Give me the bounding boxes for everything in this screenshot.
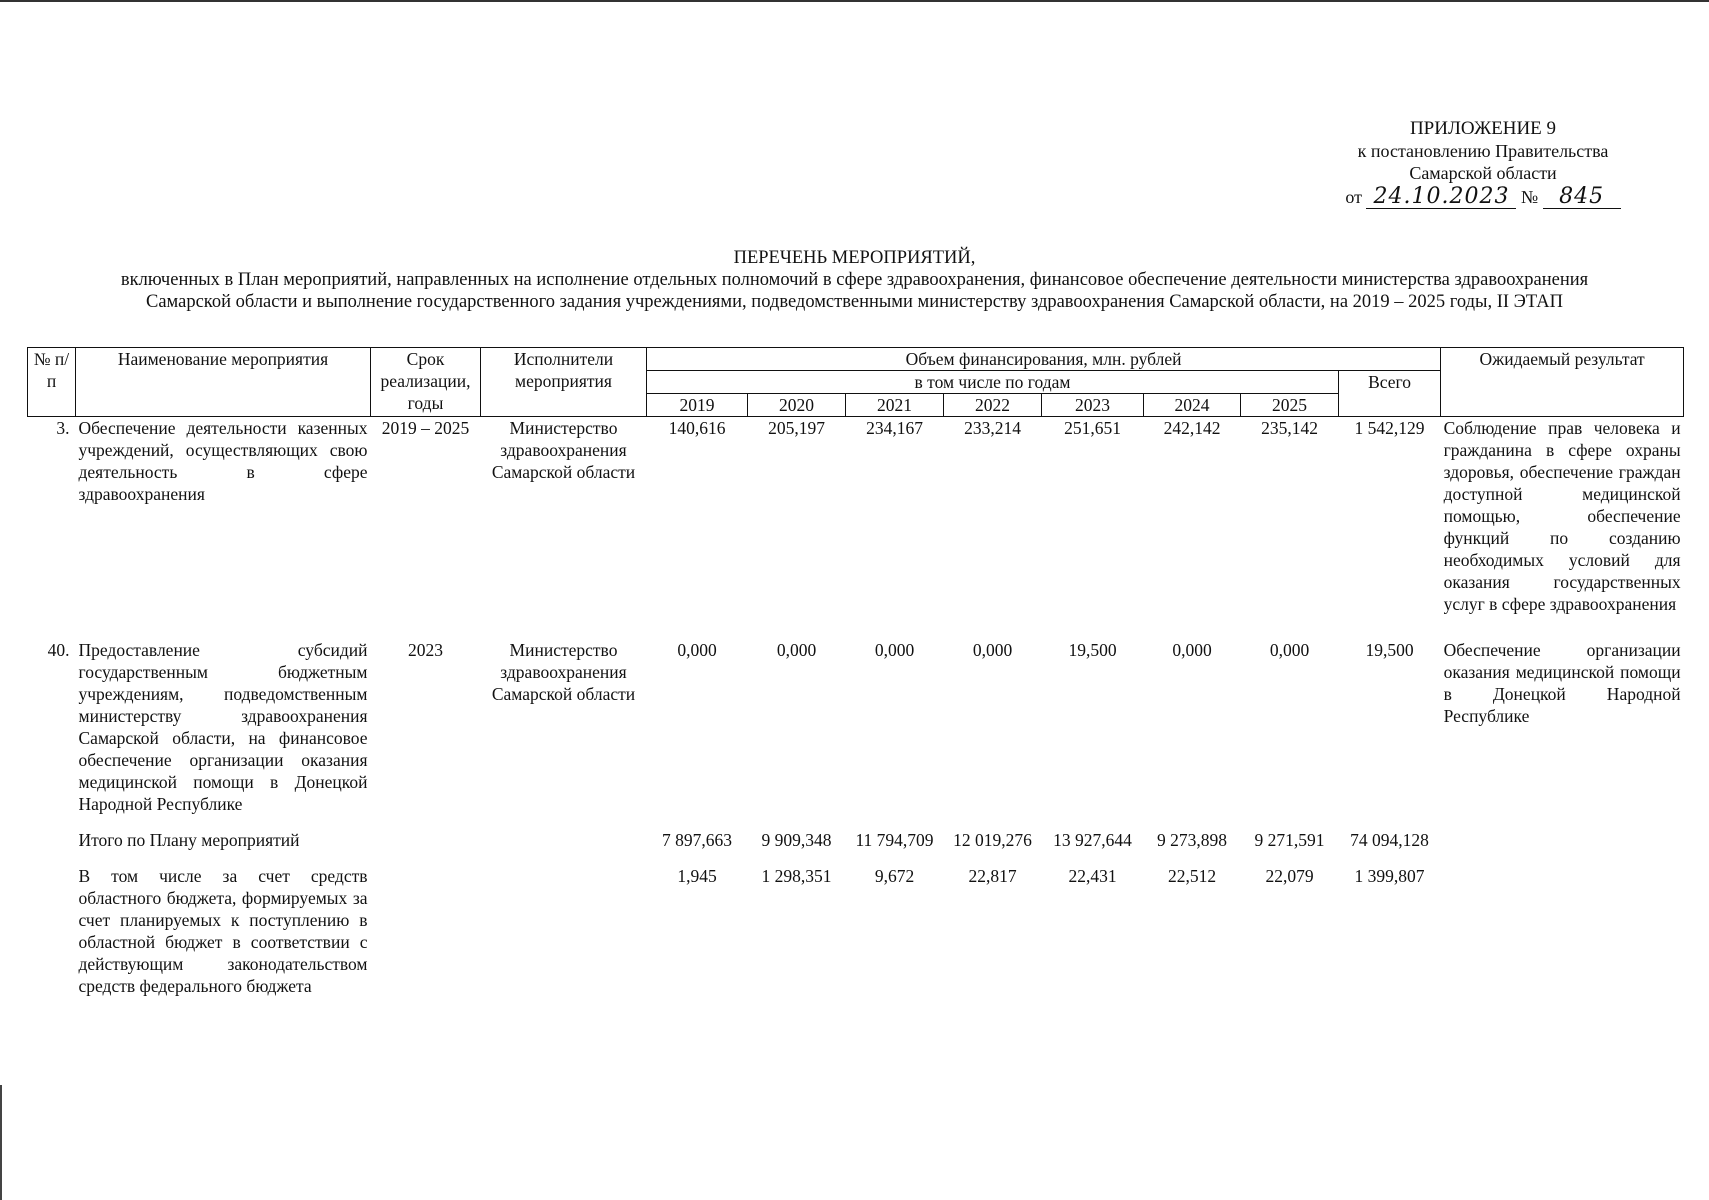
table-row (28, 639, 1684, 815)
header-year: 2023 (1042, 394, 1144, 417)
header-by-years: в том числе по годам (647, 371, 1339, 394)
totals-value: 1,945 (677, 866, 717, 886)
header-year: 2021 (846, 394, 944, 417)
handwritten-date: 24.10.2023 (1373, 184, 1510, 209)
measure-executor: Министерство здравоохранения Самарской области (491, 418, 636, 482)
appendix-date-line (1323, 186, 1643, 209)
header-year: 2024 (1144, 394, 1241, 417)
header-result: Ожидаемый результат (1441, 348, 1684, 417)
header-total: Всего (1339, 371, 1441, 417)
row-number: 40. (47, 640, 70, 660)
appendix-block (1323, 118, 1643, 209)
totals-value: 22,512 (1167, 866, 1217, 886)
totals-row (28, 865, 1684, 997)
totals-value: 11 794,709 (855, 830, 934, 850)
totals-grand-total: 1 399,807 (1354, 866, 1425, 886)
appendix-line-1: к постановлению Правительства (1357, 141, 1609, 161)
appendix-title: ПРИЛОЖЕНИЕ 9 (1409, 118, 1557, 139)
expected-result: Соблюдение прав человека и гражданина в сфере охраны здоровья, обеспечение граждан доступной медицинской помощью, обеспечение функций по созданию необходимых условий для оказания государственных услуг в сфере здравоохранения (1443, 418, 1681, 614)
totals-value: 12 019,276 (953, 830, 1032, 850)
funding-value: 233,214 (964, 418, 1021, 438)
totals-value: 22,817 (968, 866, 1017, 886)
totals-grand-total: 74 094,128 (1350, 830, 1429, 850)
funding-value: 0,000 (776, 640, 817, 660)
funding-total: 19,500 (1365, 640, 1414, 660)
funding-value: 251,651 (1064, 418, 1121, 438)
measure-name: Обеспечение деятельности казенных учреждений, осуществляющих свою деятельность в сфере здравоохранения (78, 418, 368, 504)
header-funding: Объем финансирования, млн. рублей (647, 348, 1441, 371)
measure-period: 2019 – 2025 (381, 418, 470, 438)
heading-title: ПЕРЕЧЕНЬ МЕРОПРИЯТИЙ, (733, 248, 976, 268)
totals-row (28, 829, 1684, 851)
header-year: 2025 (1241, 394, 1339, 417)
funding-value: 0,000 (677, 640, 717, 660)
measure-name: Предоставление субсидий государственным бюджетным учреждениям, подведомственным министерству здравоохранения Самарской области, на финансовое обеспечение организации оказания медицинской помощи в Донецкой Народной Республике (78, 640, 368, 814)
heading-line-3: Самарской области и выполнение государственного задания учреждениями, подведомственными министерству здравоохранения Самарской области, на 2019 – 2025 годы, II ЭТАП (146, 292, 1563, 312)
funding-value: 0,000 (972, 640, 1013, 660)
funding-value: 140,616 (668, 418, 726, 438)
header-executors: Исполнители мероприятия (481, 348, 647, 417)
funding-value: 234,167 (866, 418, 923, 438)
totals-value: 9 909,348 (761, 830, 832, 850)
appendix-line-2: Самарской области (1409, 163, 1557, 183)
measure-period: 2023 (408, 640, 443, 660)
header-name: Наименование мероприятия (76, 348, 371, 417)
table-row (28, 417, 1684, 616)
totals-label: Итого по Плану мероприятий (78, 830, 300, 850)
number-prefix: № (1520, 187, 1539, 207)
heading-line-2: включенных в План мероприятий, направленных на исполнение отдельных полномочий в сфере здравоохранения, финансовое обеспечение деятельности министерства здравоохранения (120, 270, 1589, 290)
funding-value: 19,500 (1068, 640, 1117, 660)
totals-value: 9 273,898 (1157, 830, 1227, 850)
measure-executor: Министерство здравоохранения Самарской области (491, 640, 636, 704)
handwritten-number: 845 (1559, 184, 1605, 209)
totals-value: 1 298,351 (761, 866, 832, 886)
funding-value: 0,000 (1269, 640, 1310, 660)
header-year: 2019 (647, 394, 748, 417)
header-year: 2022 (944, 394, 1042, 417)
header-num: № п/п (28, 348, 76, 417)
funding-value: 0,000 (874, 640, 915, 660)
funding-value: 0,000 (1172, 640, 1212, 660)
totals-value: 9 271,591 (1254, 830, 1325, 850)
totals-federal-label: В том числе за счет средств областного бюджета, формируемых за счет планируемых к поступлению в областной бюджет в соответствии с действующим законодательством средств федерального бюджета (78, 866, 368, 996)
funding-total: 1 542,129 (1354, 418, 1425, 438)
date-prefix: от (1345, 187, 1362, 207)
totals-value: 7 897,663 (662, 830, 732, 850)
expected-result: Обеспечение организации оказания медицинской помощи в Донецкой Народной Республике (1443, 640, 1681, 726)
totals-value: 9,672 (874, 866, 915, 886)
header-year: 2020 (748, 394, 846, 417)
funding-value: 235,142 (1261, 418, 1318, 438)
totals-value: 13 927,644 (1053, 830, 1132, 850)
funding-value: 205,197 (768, 418, 825, 438)
totals-value: 22,431 (1068, 866, 1117, 886)
document-heading (0, 247, 1709, 313)
header-period: Срок реализации, годы (371, 348, 481, 417)
scan-top-edge (0, 0, 1709, 2)
row-number: 3. (56, 418, 70, 438)
funding-value: 242,142 (1163, 418, 1221, 438)
totals-value: 22,079 (1265, 866, 1314, 886)
scan-left-edge (0, 1085, 2, 1200)
measures-table (27, 347, 1684, 997)
